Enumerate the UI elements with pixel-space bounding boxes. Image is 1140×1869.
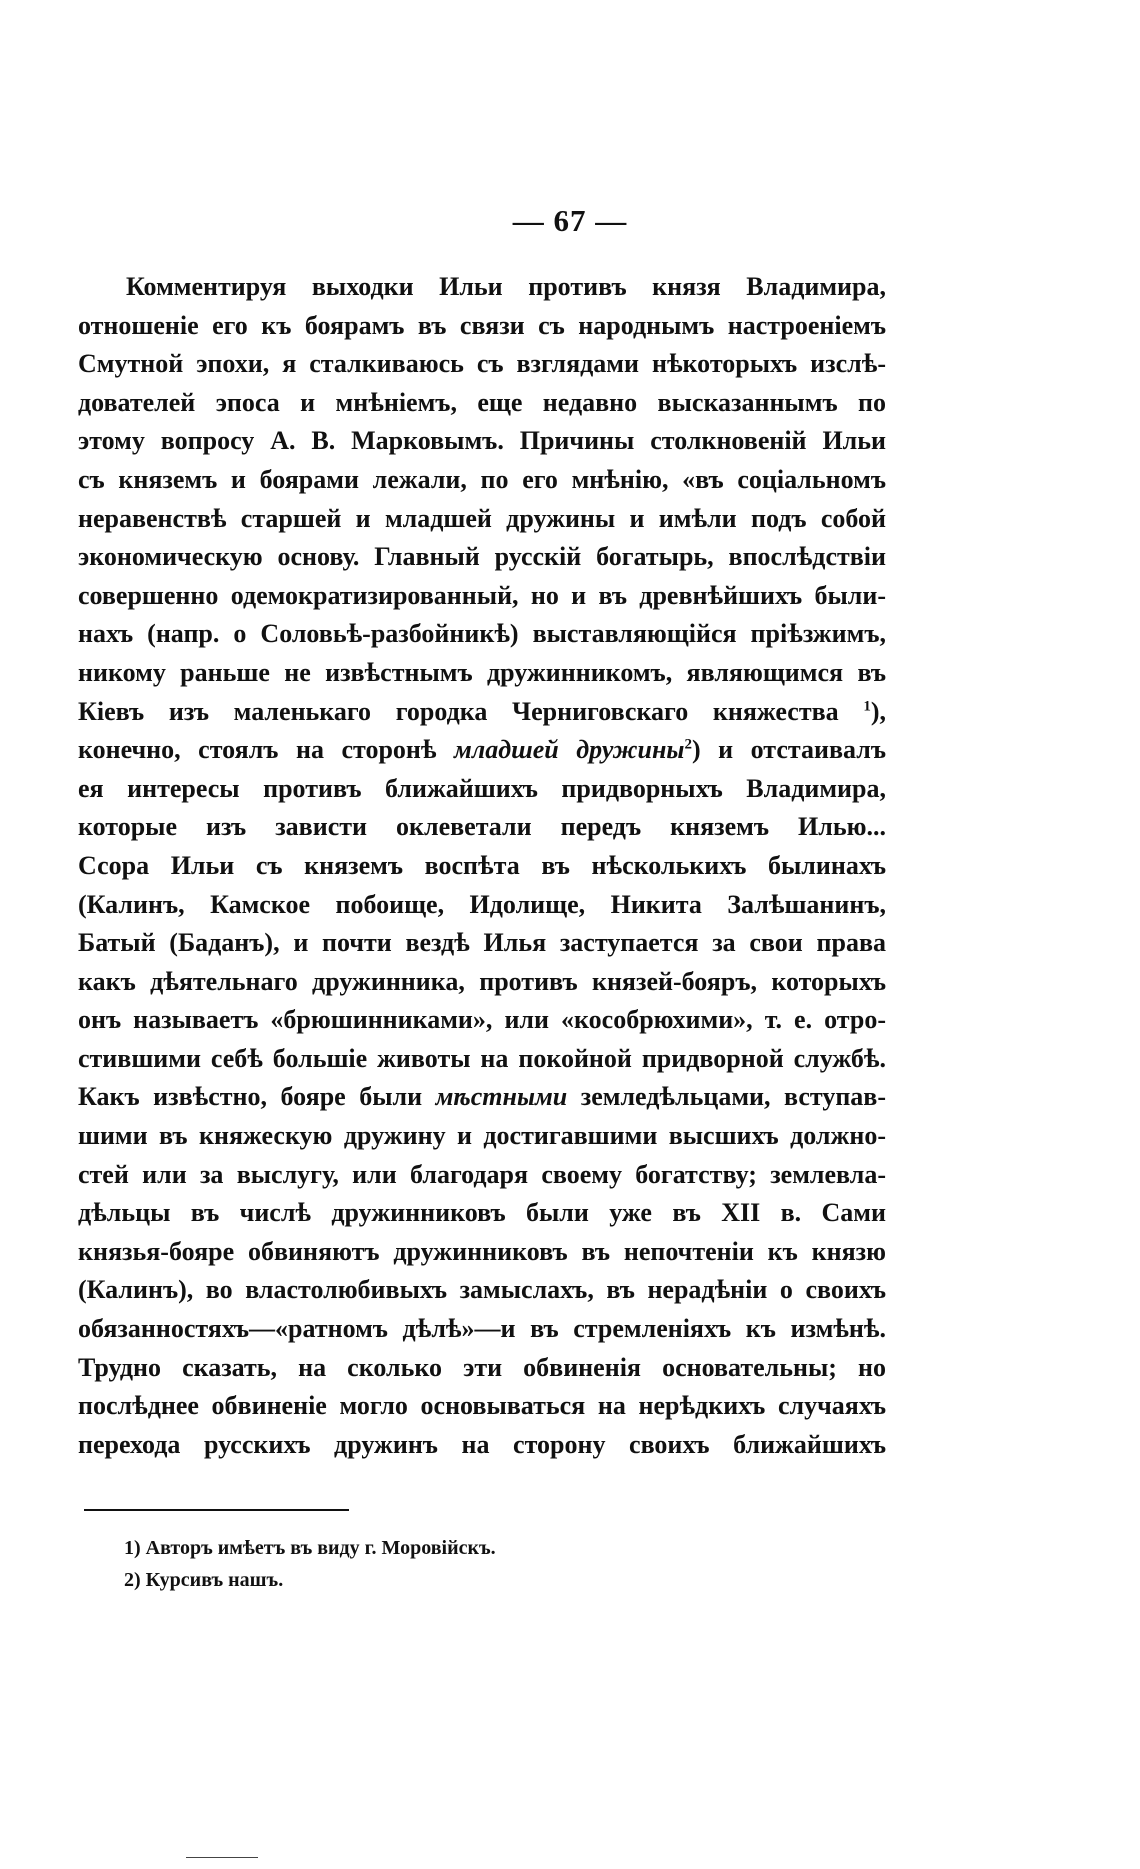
text-line: никому раньше не извѣстнымъ дружинникомъ, являющимся въ: [78, 657, 886, 687]
footnote-marker-1: 1: [863, 697, 871, 714]
text-line: онъ называетъ «брюшинниками», или «кособрюхими», т. е. отро-: [78, 1005, 886, 1035]
text-line: перехода русскихъ дружинъ на сторону своихъ ближайшихъ: [78, 1429, 886, 1459]
text-line: неравенствѣ старшей и младшей дружины и имѣли подъ собой: [78, 503, 886, 533]
text-line: которые изъ зависти оклеветали передъ княземъ Илью...: [78, 812, 886, 842]
page-number: — 67 —: [512, 203, 628, 238]
text-line: послѣднее обвиненіе могло основываться на нерѣдкихъ случаяхъ: [78, 1391, 886, 1421]
text-line: совершенно одемократизированный, но и въ древнѣйшихъ были-: [78, 580, 886, 610]
text-line: нахъ (напр. о Соловьѣ-разбойникѣ) выставляющійся пріѣзжимъ,: [78, 619, 886, 649]
text-line: Трудно сказать, на сколько эти обвиненія основательны; но: [78, 1352, 886, 1382]
text-line: Комментируя выходки Ильи противъ князя Владимира,: [126, 272, 886, 301]
text-line: этому вопросу А. В. Марковымъ. Причины столкновеній Ильи: [78, 426, 886, 456]
text-line: ея интересы противъ ближайшихъ придворныхъ Владимира,: [78, 773, 886, 803]
text-segment: конечно, стоялъ на сторонѣ: [78, 735, 437, 765]
text-line: Смутной эпохи, я сталкиваюсь съ взглядами нѣкоторыхъ изслѣ-: [78, 349, 886, 379]
text-segment: ) и отстаивалъ: [691, 735, 886, 765]
text-line: (Калинъ, Камское побоище, Идолище, Никита Залѣшанинъ,: [78, 889, 886, 919]
text-line: дователей эпоса и мнѣніемъ, еще недавно высказаннымъ по: [78, 387, 886, 417]
text-line: стившими себѣ большіе животы на покойной придворной службѣ.: [78, 1043, 886, 1073]
footnotes: [124, 1532, 496, 1596]
text-segment: земледѣльцами, вступав-: [580, 1082, 887, 1112]
text-line: какъ дѣятельнаго дружинника, противъ князей-бояръ, которыхъ: [78, 966, 886, 996]
italic-emphasis: младшей дружины: [454, 735, 685, 765]
text-line: князья-бояре обвиняютъ дружинниковъ въ непочтеніи къ князю: [78, 1236, 886, 1266]
text-line-with-italic: [78, 1078, 886, 1117]
text-line: отношеніе его къ боярамъ въ связи съ народнымъ настроеніемъ: [78, 310, 886, 340]
footnote-1: 1) Авторъ имѣетъ въ виду г. Моровійскъ.: [124, 1537, 496, 1559]
footnote-2: 2) Курсивъ нашъ.: [124, 1569, 284, 1591]
text-segment: Кіевъ изъ маленькаго городка Черниговскаго княжества: [78, 696, 839, 726]
text-line: Ссора Ильи съ княземъ воспѣта въ нѣсколькихъ былинахъ: [78, 850, 886, 880]
text-segment: ),: [870, 696, 886, 726]
text-line-with-italic: [78, 731, 886, 770]
text-line: шими въ княжескую дружину и достигавшими высшихъ должно-: [78, 1121, 886, 1151]
text-line: экономическую основу. Главный русскій богатырь, впослѣдствіи: [78, 542, 886, 572]
main-text: [78, 268, 886, 1464]
footnote-marker-2: 2: [684, 736, 692, 753]
text-line-with-footnote: [78, 693, 886, 732]
text-line: дѣльцы въ числѣ дружинниковъ были уже въ XII в. Сами: [78, 1198, 886, 1228]
text-line: Батый (Баданъ), и почти вездѣ Илья заступается за свои права: [78, 928, 886, 958]
bottom-divider: [186, 1857, 258, 1858]
text-line: (Калинъ), во властолюбивыхъ замыслахъ, въ нерадѣніи о своихъ: [78, 1275, 886, 1305]
text-line: обязанностяхъ—«ратномъ дѣлѣ»—и въ стремленіяхъ къ измѣнѣ.: [78, 1314, 886, 1344]
text-segment: Какъ извѣстно, бояре были: [78, 1082, 423, 1112]
italic-emphasis: мѣстными: [435, 1082, 568, 1112]
footnote-divider: [84, 1509, 349, 1511]
text-line: съ княземъ и боярами лежали, по его мнѣнію, «въ соціальномъ: [78, 464, 886, 494]
text-line: стей или за выслугу, или благодаря своему богатству; землевла-: [78, 1159, 886, 1189]
